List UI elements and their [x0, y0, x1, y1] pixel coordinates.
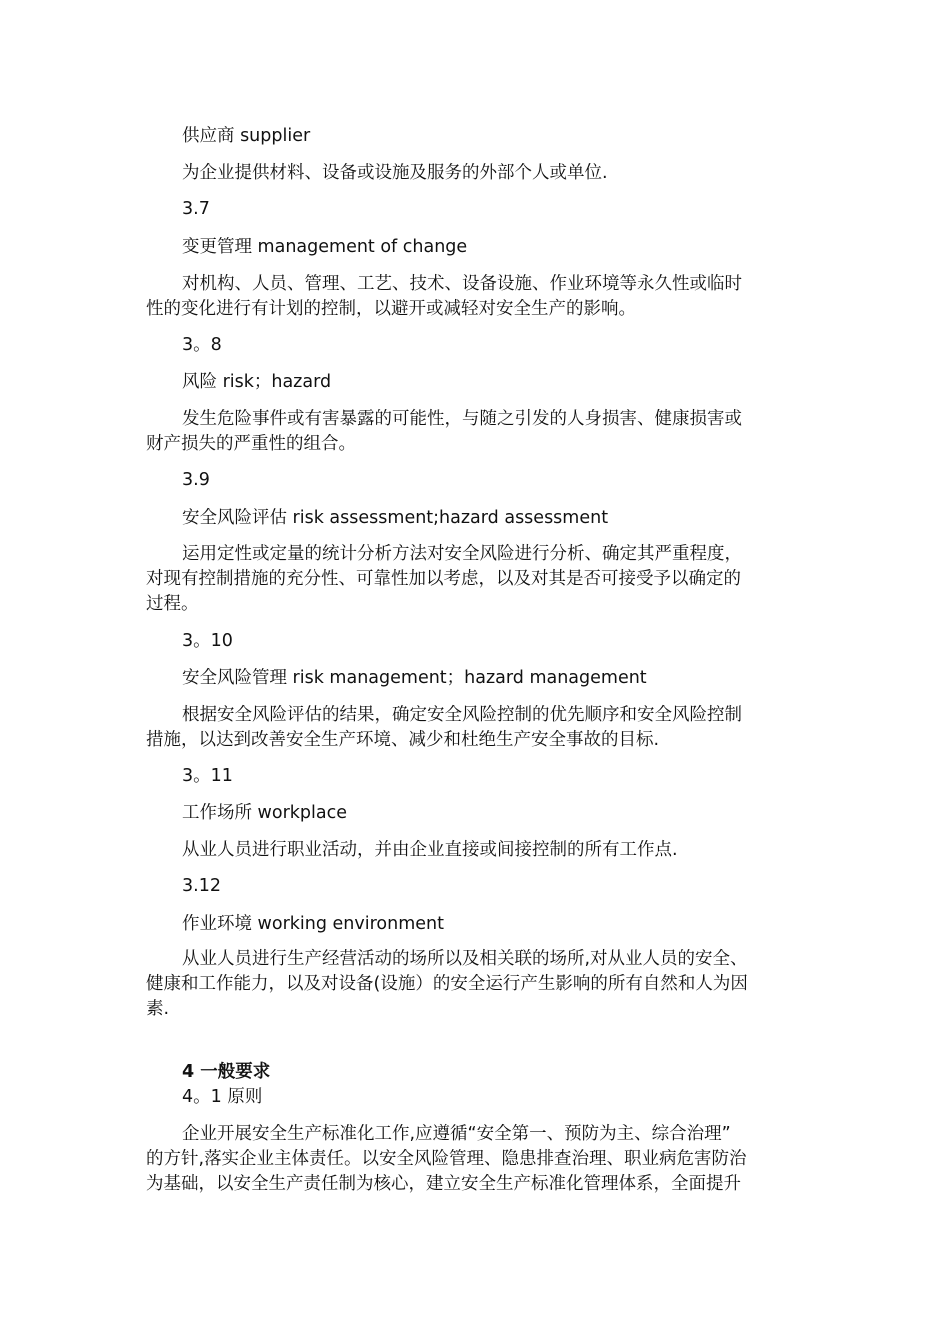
definition-assessment-line-3: 过程。	[146, 594, 199, 614]
principle-paragraph-line-3: 为基础，以安全生产责任制为核心，建立安全生产标准化管理体系，全面提升	[146, 1174, 741, 1194]
definition-environment-line-2: 健康和工作能力，以及对设备(设施）的安全运行产生影响的所有自然和人为因	[146, 974, 748, 994]
definition-environment-line-1: 从业人员进行生产经营活动的场所以及相关联的场所,对从业人员的安全、	[182, 949, 748, 969]
principle-paragraph-line-2: 的方针,落实企业主体责任。以安全风险管理、隐患排查治理、职业病危害防治	[146, 1149, 747, 1169]
term-working-environment: 作业环境 working environment	[182, 914, 444, 934]
definition-assessment-line-2: 对现有控制措施的充分性、可靠性加以考虑，以及对其是否可接受予以确定的	[146, 569, 741, 589]
clause-number-3-7: 3.7	[182, 199, 210, 219]
definition-supplier: 为企业提供材料、设备或设施及服务的外部个人或单位.	[182, 163, 608, 183]
definition-management-line-2: 措施，以达到改善安全生产环境、减少和杜绝生产安全事故的目标.	[146, 730, 660, 750]
subsection-heading-4-1: 4。1 原则	[182, 1087, 263, 1107]
definition-change-line-1: 对机构、人员、管理、工艺、技术、设备设施、作业环境等永久性或临时	[182, 274, 742, 294]
term-workplace: 工作场所 workplace	[182, 803, 347, 823]
definition-management-line-1: 根据安全风险评估的结果，确定安全风险控制的优先顺序和安全风险控制	[182, 705, 742, 725]
definition-risk-line-1: 发生危险事件或有害暴露的可能性，与随之引发的人身损害、健康损害或	[182, 409, 742, 429]
clause-number-3-8: 3。8	[182, 335, 222, 355]
definition-environment-line-3: 素.	[146, 999, 170, 1019]
term-supplier: 供应商 supplier	[182, 126, 311, 146]
clause-number-3-9: 3.9	[182, 470, 210, 490]
clause-number-3-10: 3。10	[182, 631, 233, 651]
definition-workplace: 从业人员进行职业活动，并由企业直接或间接控制的所有工作点.	[182, 840, 678, 860]
term-risk: 风险 risk；hazard	[182, 372, 332, 392]
term-risk-management: 安全风险管理 risk management；hazard management	[182, 668, 647, 688]
definition-risk-line-2: 财产损失的严重性的组合。	[146, 434, 356, 454]
principle-paragraph-line-1: 企业开展安全生产标准化工作,应遵循“安全第一、预防为主、综合治理”	[182, 1124, 731, 1144]
term-risk-assessment: 安全风险评估 risk assessment;hazard assessment	[182, 508, 609, 528]
clause-number-3-12: 3.12	[182, 876, 221, 896]
clause-number-3-11: 3。11	[182, 766, 233, 786]
term-management-of-change: 变更管理 management of change	[182, 237, 468, 257]
definition-change-line-2: 性的变化进行有计划的控制，以避开或减轻对安全生产的影响。	[146, 299, 636, 319]
definition-assessment-line-1: 运用定性或定量的统计分析方法对安全风险进行分析、确定其严重程度，	[182, 544, 742, 564]
section-heading-4: 4 一般要求	[182, 1062, 271, 1082]
